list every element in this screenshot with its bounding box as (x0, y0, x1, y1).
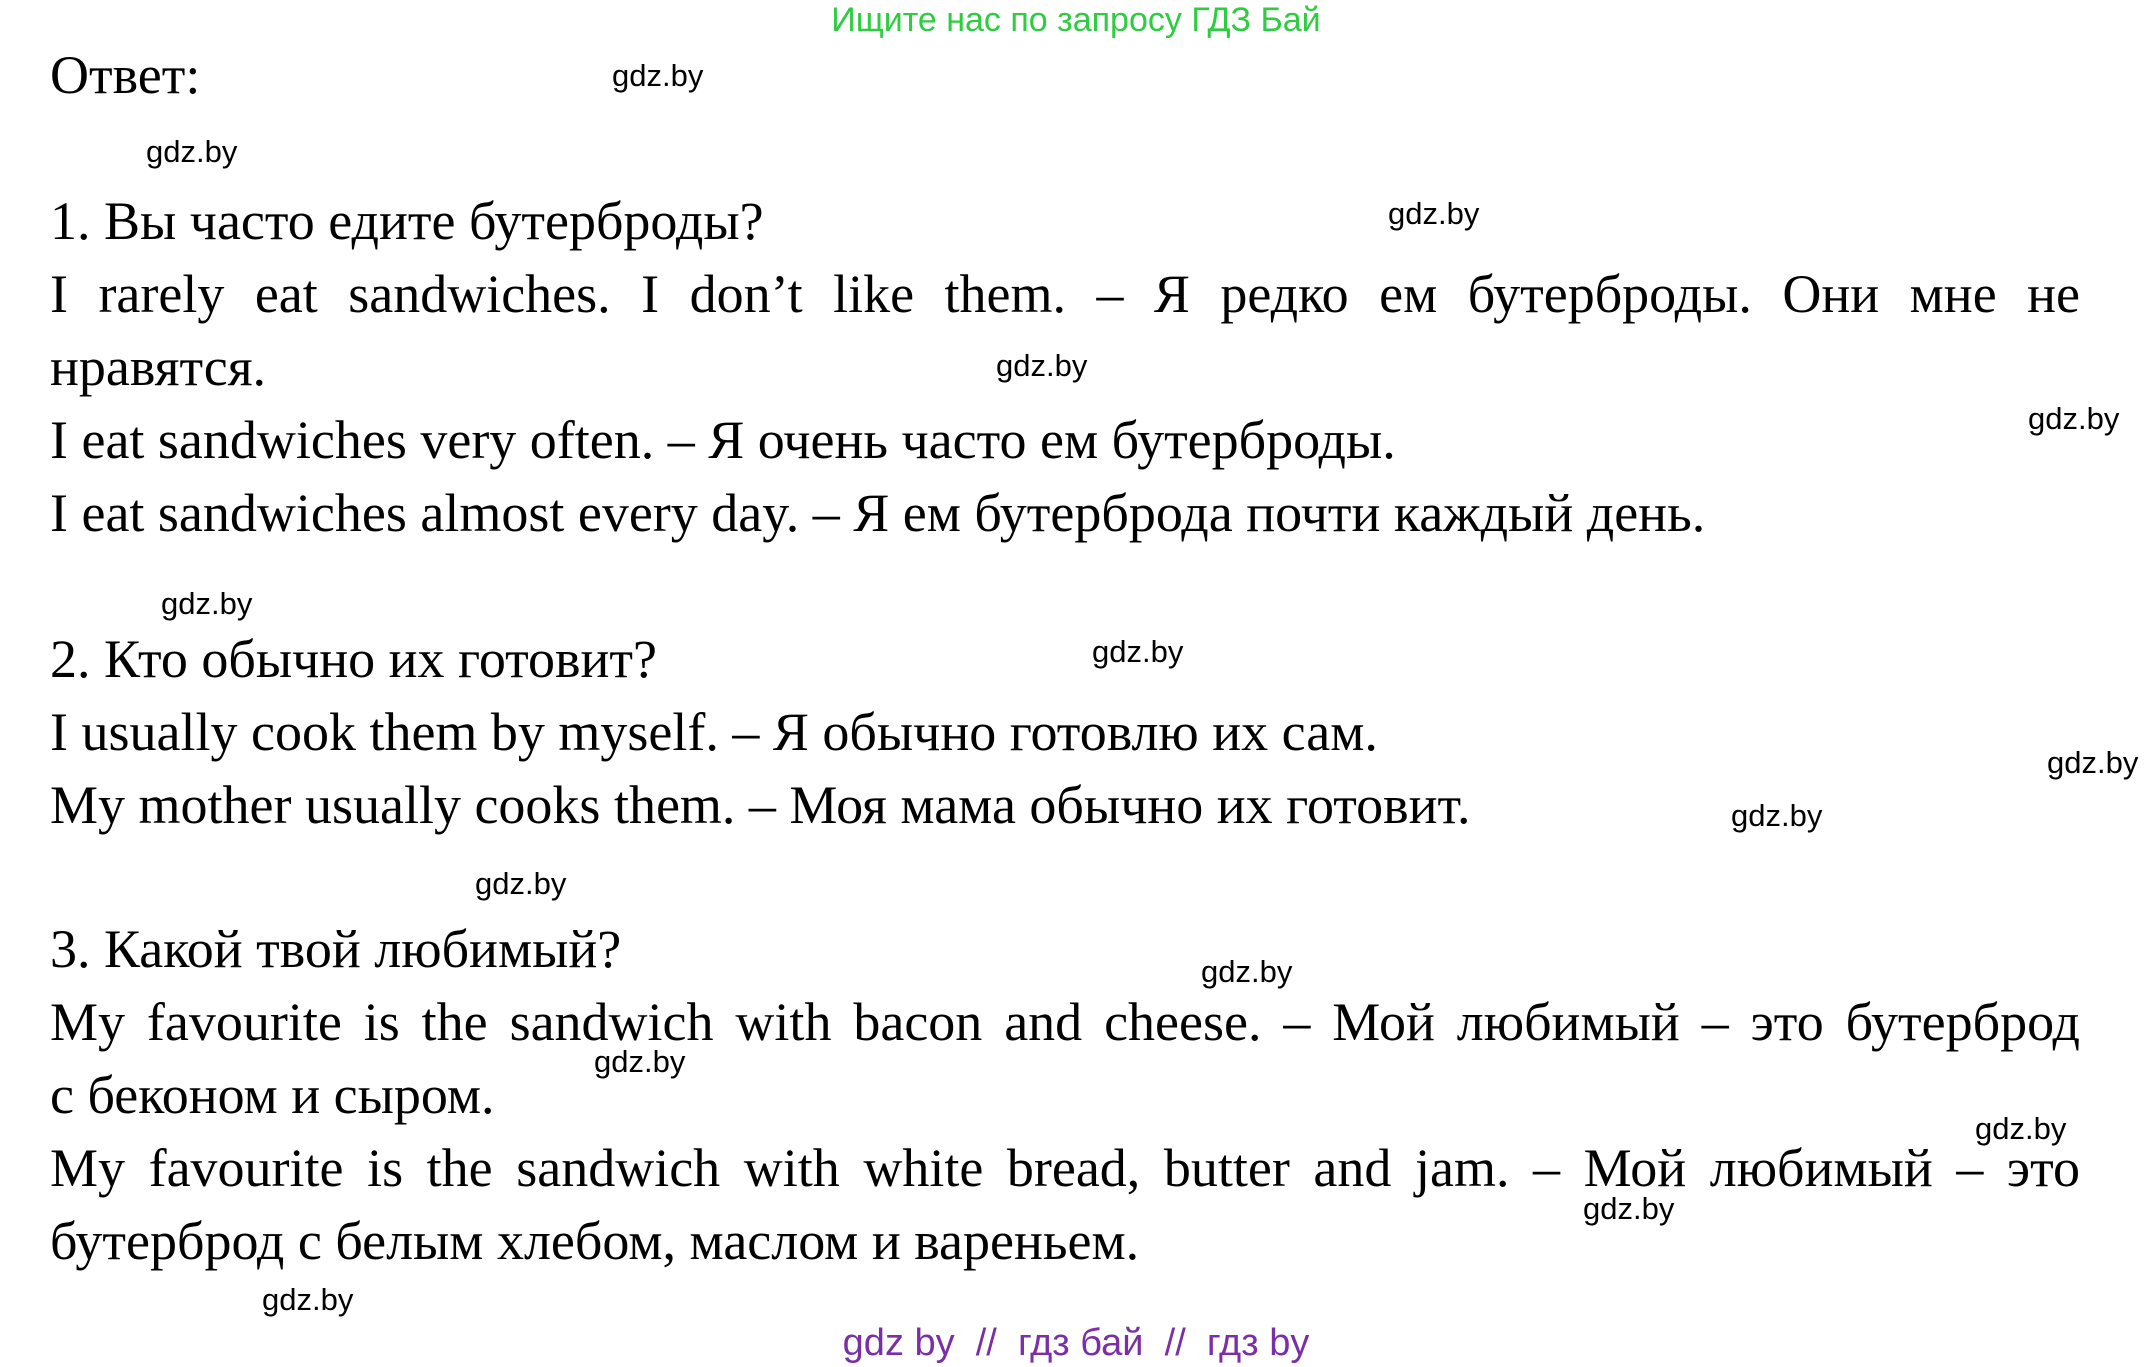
top-banner-link[interactable]: Ищите нас по запросу ГДЗ Бай (831, 1, 1321, 39)
answer-heading: Ответ: (50, 45, 201, 105)
question-1: 1. Вы часто едите бутерброды? (50, 191, 764, 251)
question-2: 2. Кто обычно их готовит? (50, 629, 657, 689)
watermark: gdz.by (262, 1282, 354, 1317)
question-3: 3. Какой твой любимый? (50, 919, 622, 979)
watermark: gdz.by (475, 866, 567, 901)
answer-1-line-1: I rarely eat sandwiches. I don’t like them. – Я редко ем бутерброды. Они мне не (50, 264, 2080, 324)
watermark: gdz.by (612, 58, 704, 93)
answer-3-line-3: My favourite is the sandwich with white bread, butter and jam. – Мой любимый – это (50, 1138, 2080, 1198)
watermark: gdz.by (2047, 745, 2139, 780)
watermark: gdz.by (146, 134, 238, 169)
watermark: gdz.by (1092, 634, 1184, 669)
answer-1-line-2: нравятся. (50, 337, 267, 397)
watermark: gdz.by (594, 1044, 686, 1079)
watermark: gdz.by (1975, 1111, 2067, 1146)
answer-3-line-4: бутерброд с белым хлебом, маслом и вареньем. (50, 1211, 1140, 1271)
answer-2-line-1: I usually cook them by myself. – Я обычно готовлю их сам. (50, 702, 1378, 762)
watermark: gdz.by (996, 348, 1088, 383)
answer-3-line-1: My favourite is the sandwich with bacon and cheese. – Мой любимый – это бутерброд (50, 992, 2080, 1052)
answer-2-line-2: My mother usually cooks them. – Моя мама обычно их готовит. (50, 775, 1471, 835)
answer-1-line-3: I eat sandwiches very often. – Я очень часто ем бутерброды. (50, 410, 1396, 470)
watermark: gdz.by (2028, 401, 2120, 436)
watermark: gdz.by (1731, 798, 1823, 833)
watermark: gdz.by (1388, 196, 1480, 231)
answer-1-line-4: I eat sandwiches almost every day. – Я ем бутерброда почти каждый день. (50, 483, 1706, 543)
watermark: gdz.by (1201, 954, 1293, 989)
bottom-banner-link[interactable]: gdz by // гдз бай // гдз by (842, 1322, 1310, 1364)
watermark: gdz.by (161, 586, 253, 621)
watermark: gdz.by (1583, 1191, 1675, 1226)
answer-3-line-2: с беконом и сыром. (50, 1065, 495, 1125)
